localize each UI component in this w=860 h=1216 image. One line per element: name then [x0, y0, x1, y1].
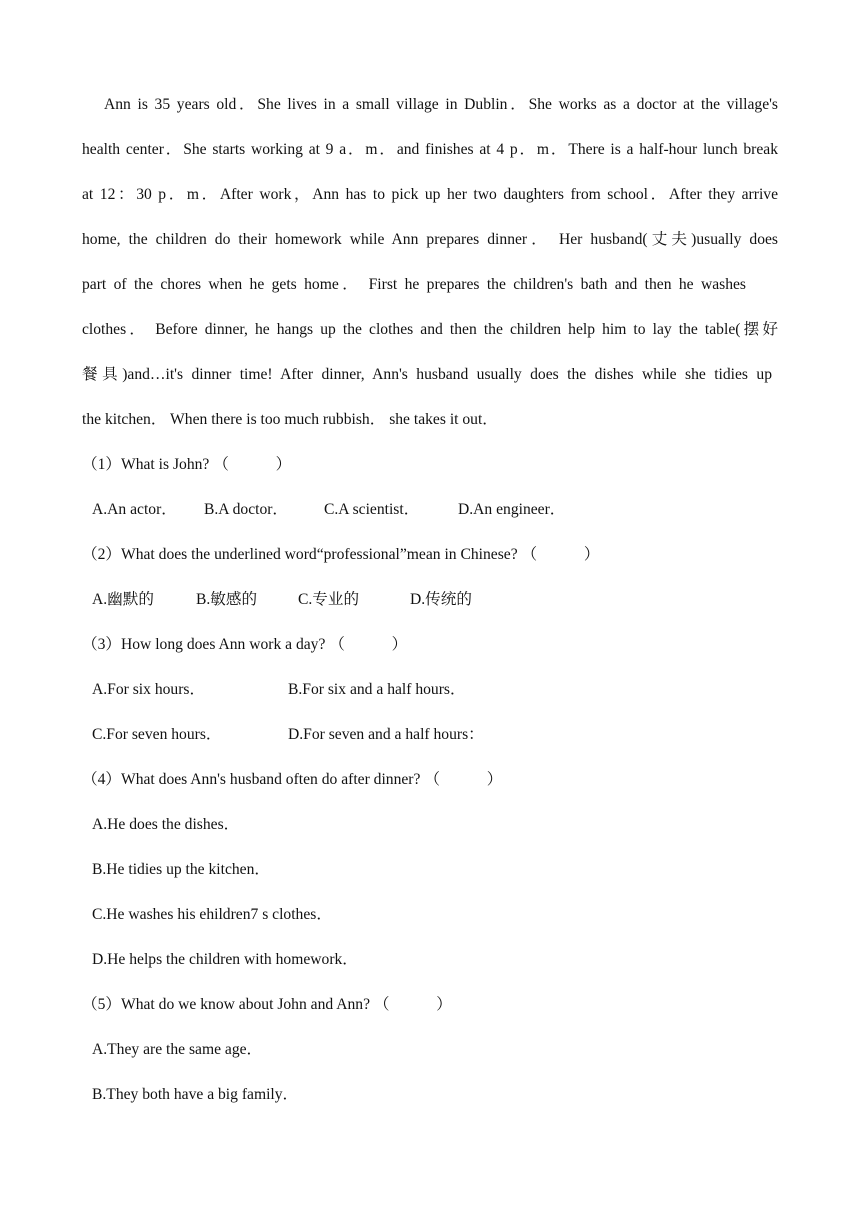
option-a: A.An actor． [92, 501, 177, 518]
option-d: D.For seven and a half hours： [288, 726, 484, 743]
option-a: A.幽默的 [92, 591, 154, 608]
option-c: C.For seven hours． [92, 726, 222, 743]
question-stem: （3）How long does Ann work a day? （ ） [82, 636, 408, 653]
option-a: A.They are the same age． [92, 1041, 263, 1058]
option-a: A.For six hours． [92, 681, 206, 698]
options-row [92, 725, 792, 745]
option-d: D.He helps the children with homework． [92, 951, 358, 968]
option-b: B.敏感的 [196, 591, 258, 608]
question-stem: （1）What is John? （ ） [82, 456, 292, 473]
question-stem: （5）What do we know about John and Ann? （ ） [82, 996, 452, 1013]
question-stem: （4）What does Ann's husband often do after dinner? （ ） [82, 771, 503, 788]
passage-line: home, the children do their homework while Ann prepares dinner． Her husband(丈夫)usually does [82, 231, 778, 248]
passage-line: Ann is 35 years old．She lives in a small village in Dublin．She works as a doctor at the village's [104, 96, 778, 113]
options-row [92, 590, 792, 610]
options-row [92, 680, 792, 700]
option-c: C.专业的 [298, 591, 360, 608]
options-row [92, 500, 792, 520]
passage-line: part of the chores when he gets home． First he prepares the children's bath and then he washes [82, 276, 746, 293]
passage-line: health center．She starts working at 9 a．m．and finishes at 4 p．m．There is a half-hour lunch break [82, 141, 778, 158]
passage-line: 餐具)and…it's dinner time! After dinner, Ann's husband usually does the dishes while she tidies up [82, 366, 772, 383]
question-stem: （2）What does the underlined word“professional”mean in Chinese? （ ） [82, 546, 600, 563]
option-b: B.They both have a big family． [92, 1086, 299, 1103]
option-b: B.A doctor． [204, 501, 289, 518]
passage-line: at 12：30 p．m．After work，Ann has to pick up her two daughters from school．After they arrive [82, 186, 778, 203]
option-c: C.A scientist． [324, 501, 420, 518]
option-b: B.For six and a half hours． [288, 681, 466, 698]
option-c: C.He washes his ehildren7 s clothes． [92, 906, 332, 923]
option-d: D.An engineer． [458, 501, 566, 518]
option-a: A.He does the dishes． [92, 816, 240, 833]
passage-line: clothes． Before dinner, he hangs up the clothes and then the children help him to lay the table(摆好 [82, 321, 778, 338]
option-b: B.He tidies up the kitchen． [92, 861, 270, 878]
passage-line: the kitchen． When there is too much rubbish． she takes it out． [82, 411, 498, 428]
option-d: D.传统的 [410, 591, 472, 608]
